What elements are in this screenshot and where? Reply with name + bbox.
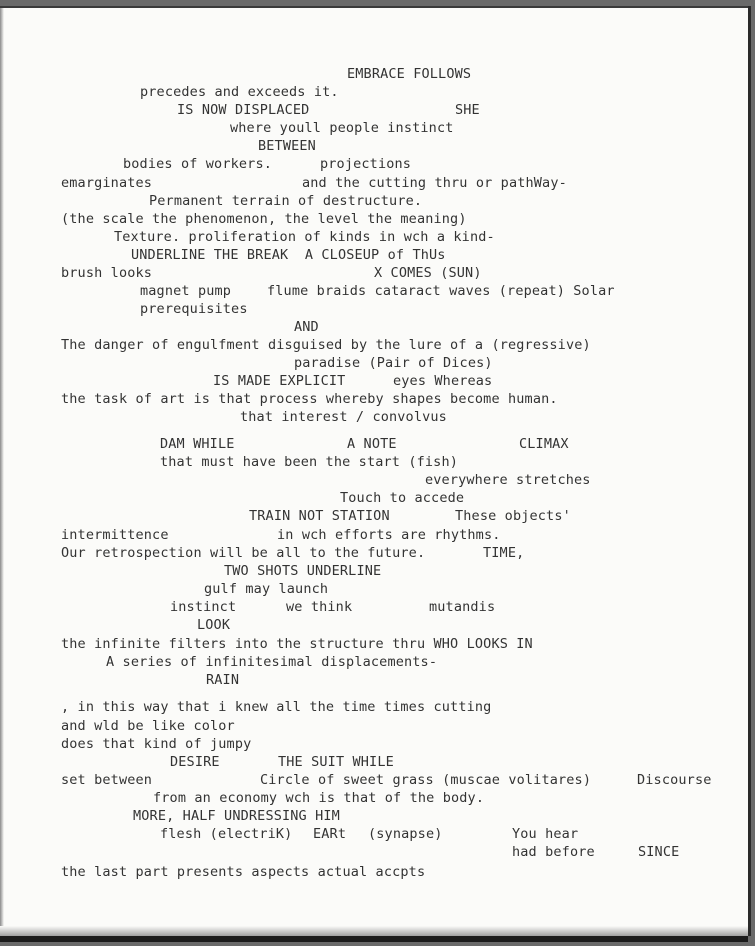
text-line: These objects' bbox=[455, 508, 571, 524]
text-line: the infinite filters into the structure thru WHO LOOKS IN bbox=[61, 636, 533, 652]
text-line: Discourse bbox=[637, 772, 712, 788]
text-line: Our retrospection will be all to the future. bbox=[61, 545, 426, 561]
text-line: EMBRACE FOLLOWS bbox=[347, 66, 472, 82]
text-line: SHE bbox=[455, 102, 480, 118]
text-line: You hear bbox=[512, 826, 579, 842]
text-line: and the cutting thru or pathWay- bbox=[302, 175, 567, 191]
text-line: EARt bbox=[313, 826, 347, 842]
text-line: Circle of sweet grass (muscae volitares) bbox=[260, 772, 592, 788]
text-line: projections bbox=[320, 156, 412, 172]
text-line: emarginates bbox=[61, 175, 153, 191]
text-line: TWO SHOTS UNDERLINE bbox=[224, 563, 382, 579]
text-line: RAIN bbox=[206, 672, 240, 688]
text-line: the task of art is that process whereby shapes become human. bbox=[61, 391, 558, 407]
text-line: SINCE bbox=[638, 844, 680, 860]
text-line: that interest / convolvus bbox=[240, 409, 447, 425]
text-line: TIME, bbox=[483, 545, 525, 561]
text-line: (synapse) bbox=[368, 826, 443, 842]
text-line: BETWEEN bbox=[258, 138, 316, 154]
text-line: paradise (Pair of Dices) bbox=[294, 355, 493, 371]
text-line: in wch efforts are rhythms. bbox=[277, 527, 501, 543]
text-line: The danger of engulfment disguised by the lure of a (regressive) bbox=[61, 337, 591, 353]
text-line: Texture. proliferation of kinds in wch a kind- bbox=[114, 229, 495, 245]
text-line: AND bbox=[294, 319, 319, 335]
text-line: TRAIN NOT STATION bbox=[249, 508, 390, 524]
text-line: everywhere stretches bbox=[425, 472, 591, 488]
text-line: prerequisites bbox=[140, 301, 248, 317]
text-line: that must have been the start (fish) bbox=[160, 454, 458, 470]
text-line: (the scale the phenomenon, the level the meaning) bbox=[61, 211, 467, 227]
text-line: we think bbox=[286, 599, 353, 615]
page-bottom-shadow bbox=[0, 926, 748, 936]
text-line: THE SUIT WHILE bbox=[278, 754, 394, 770]
text-line: , in this way that i knew all the time times cutting bbox=[61, 699, 492, 715]
text-line: does that kind of jumpy bbox=[61, 736, 252, 752]
text-line: MORE, HALF UNDRESSING HIM bbox=[133, 808, 340, 824]
text-line: mutandis bbox=[429, 599, 496, 615]
text-line: set between bbox=[61, 772, 153, 788]
text-line: and wld be like color bbox=[61, 718, 235, 734]
text-line: CLIMAX bbox=[519, 436, 569, 452]
text-line: the last part presents aspects actual accpts bbox=[61, 864, 426, 880]
text-line: UNDERLINE THE BREAK A CLOSEUP of ThUs bbox=[131, 247, 446, 263]
text-line: magnet pump bbox=[140, 283, 232, 299]
text-line: had before bbox=[512, 844, 595, 860]
text-line: Permanent terrain of destructure. bbox=[149, 193, 423, 209]
text-line: X COMES (SUN) bbox=[374, 265, 482, 281]
text-line: intermittence bbox=[61, 527, 169, 543]
text-line: DAM WHILE bbox=[160, 436, 235, 452]
text-line: IS MADE EXPLICIT bbox=[213, 373, 346, 389]
text-line: A series of infinitesimal displacements- bbox=[106, 654, 438, 670]
text-line: gulf may launch bbox=[204, 581, 329, 597]
text-line: LOOK bbox=[197, 617, 231, 633]
document-page bbox=[0, 6, 748, 936]
text-line: precedes and exceeds it. bbox=[140, 84, 339, 100]
text-line: flume braids cataract waves (repeat) Solar bbox=[267, 283, 615, 299]
text-line: instinct bbox=[170, 599, 237, 615]
text-line: bodies of workers. bbox=[123, 156, 272, 172]
text-line: DESIRE bbox=[170, 754, 220, 770]
text-line: Touch to accede bbox=[340, 490, 465, 506]
text-line: A NOTE bbox=[347, 436, 397, 452]
text-line: flesh (electriK) bbox=[160, 826, 293, 842]
text-line: IS NOW DISPLACED bbox=[177, 102, 310, 118]
page-edge-shadow bbox=[0, 8, 4, 936]
text-line: from an economy wch is that of the body. bbox=[153, 790, 485, 806]
text-line: brush looks bbox=[61, 265, 153, 281]
text-line: where youll people instinct bbox=[230, 120, 454, 136]
text-line: eyes Whereas bbox=[393, 373, 493, 389]
